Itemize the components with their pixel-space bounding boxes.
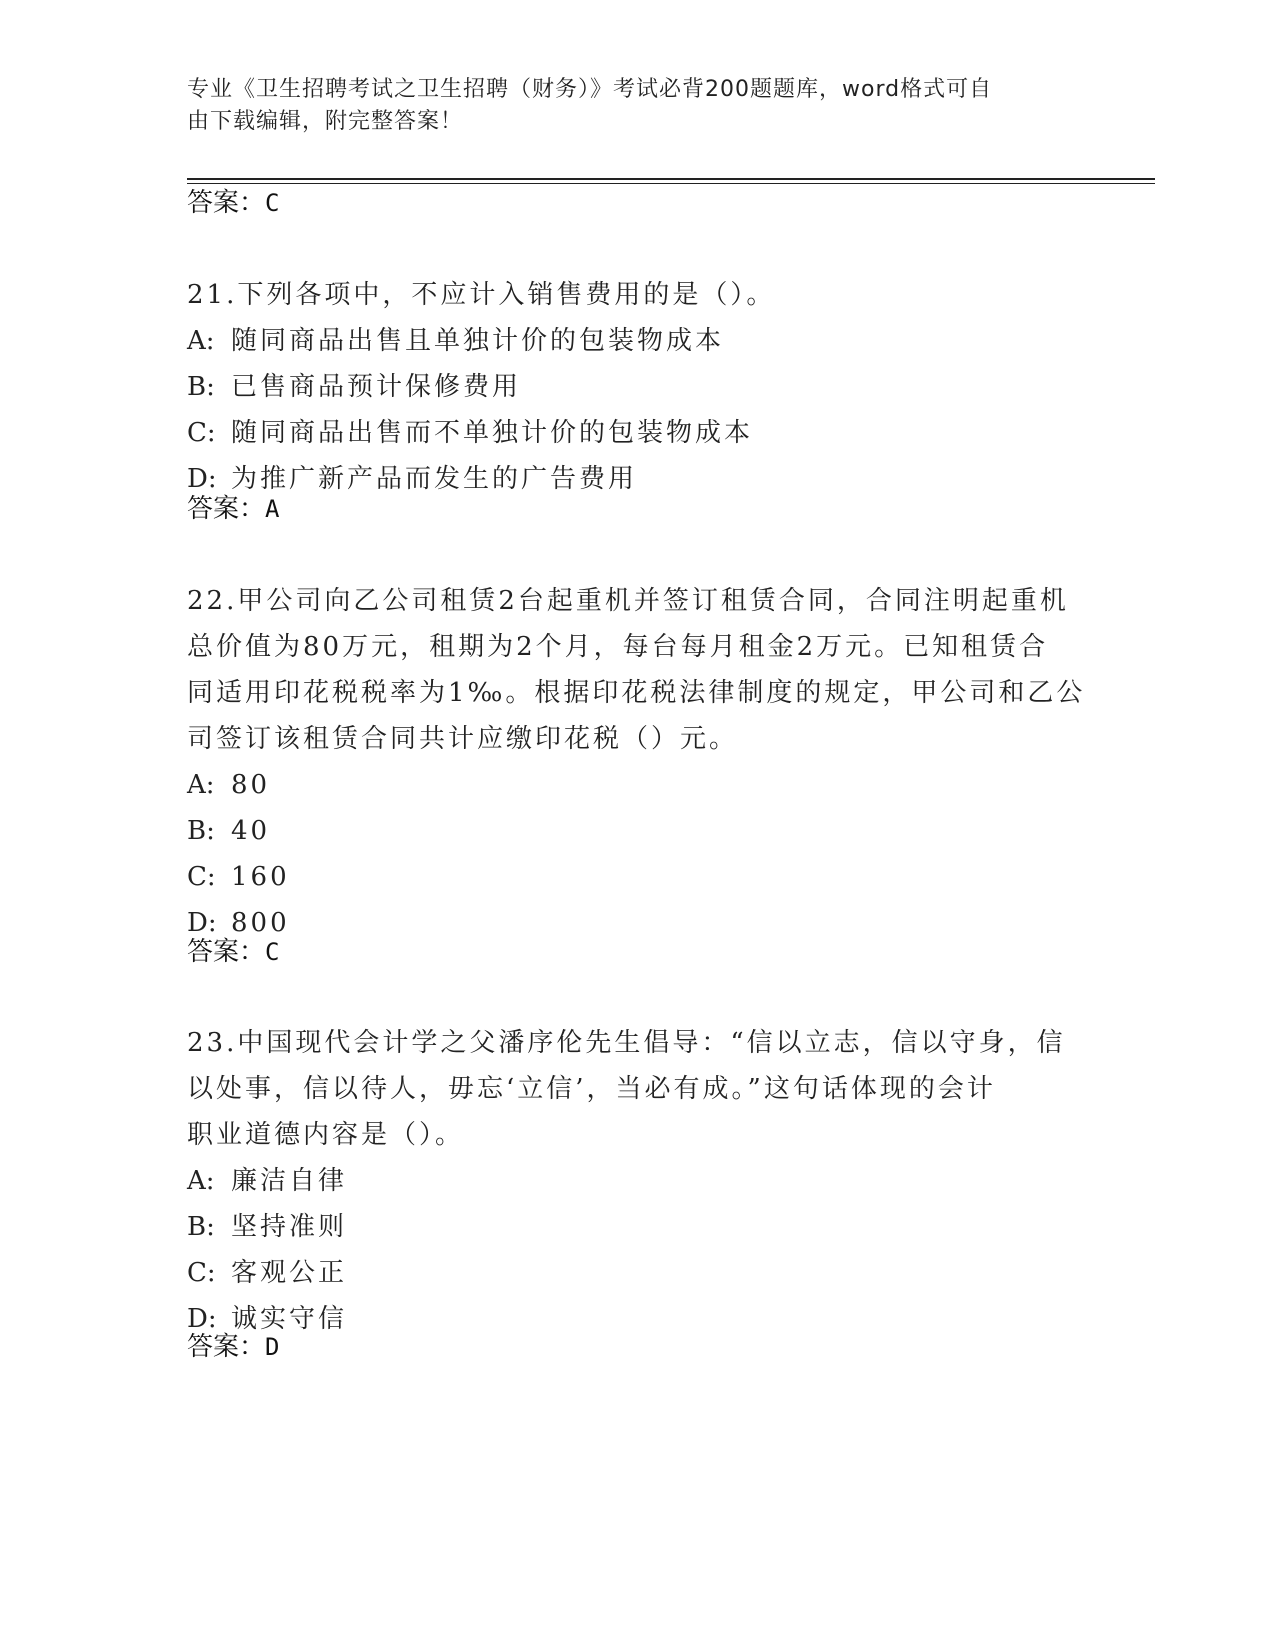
- answer-label: 答案：: [187, 937, 266, 967]
- header-divider-thick: [187, 178, 1155, 180]
- option-a: [187, 1158, 1087, 1204]
- answer-value: C: [265, 189, 280, 217]
- header-line-2: 由下载编辑，附完整答案！: [187, 109, 464, 134]
- option-key: B:: [187, 816, 215, 846]
- question-stem-line: 职业道德内容是（）。: [187, 1120, 465, 1150]
- answer-value: A: [265, 495, 280, 523]
- option-a: [187, 318, 1087, 364]
- option-c: [187, 854, 1087, 900]
- option-a: [187, 762, 1087, 808]
- option-b: [187, 808, 1087, 854]
- question-stem-line: 司签订该租赁合同共计应缴印花税（）元。: [187, 724, 739, 754]
- option-key: A:: [187, 326, 215, 356]
- answer-q21: [187, 492, 279, 526]
- question-stem-line: 22.甲公司向乙公司租赁2台起重机并签订租赁合同，合同注明起重机: [187, 586, 1069, 616]
- answer-label: 答案：: [187, 1332, 266, 1362]
- answer-label: 答案：: [187, 494, 266, 524]
- option-key: A:: [187, 770, 215, 800]
- option-key: C:: [187, 862, 216, 892]
- answer-q20: [187, 186, 279, 220]
- option-key: D:: [187, 464, 217, 494]
- option-key: C:: [187, 1258, 216, 1288]
- option-d: [187, 900, 1087, 946]
- header-line-1: 专业《卫生招聘考试之卫生招聘（财务）》考试必背200题题库，word格式可自: [187, 77, 993, 102]
- answer-value: D: [265, 1333, 280, 1361]
- option-b: [187, 364, 1087, 410]
- option-c: [187, 410, 1087, 456]
- document-header: [187, 74, 1067, 138]
- answer-q22: [187, 935, 279, 969]
- answer-value: C: [265, 938, 280, 966]
- question-21: [187, 272, 1087, 502]
- answer-q23: [187, 1330, 279, 1364]
- option-text: 80: [231, 770, 271, 800]
- header-divider-thin: [187, 183, 1155, 184]
- option-text: 随同商品出售而不单独计价的包装物成本: [231, 418, 754, 448]
- question-stem-line: 以处事，信以待人，毋忘‘立信’，当必有成。”这句话体现的会计: [187, 1074, 996, 1104]
- option-key: D:: [187, 908, 217, 938]
- answer-label: 答案：: [187, 188, 266, 218]
- option-key: C:: [187, 418, 216, 448]
- question-stem-line: 总价值为80万元，租期为2个月，每台每月租金2万元。已知租赁合: [187, 632, 1049, 662]
- option-text: 客观公正: [231, 1258, 348, 1288]
- question-23: [187, 1020, 1087, 1342]
- option-key: A:: [187, 1166, 215, 1196]
- option-text: 800: [231, 908, 290, 938]
- option-key: B:: [187, 372, 215, 402]
- option-text: 坚持准则: [231, 1212, 348, 1242]
- option-text: 随同商品出售且单独计价的包装物成本: [231, 326, 725, 356]
- option-d: [187, 456, 1087, 502]
- option-c: [187, 1250, 1087, 1296]
- option-text: 160: [231, 862, 290, 892]
- option-text: 廉洁自律: [231, 1166, 348, 1196]
- question-stem-line: 同适用印花税税率为1‰。根据印花税法律制度的规定，甲公司和乙公: [187, 678, 1086, 708]
- option-text: 已售商品预计保修费用: [231, 372, 522, 402]
- option-key: B:: [187, 1212, 215, 1242]
- question-stem-line: 23.中国现代会计学之父潘序伦先生倡导：“信以立志，信以守身，信: [187, 1028, 1066, 1058]
- question-22: [187, 578, 1087, 946]
- option-text: 40: [231, 816, 271, 846]
- option-d: [187, 1296, 1087, 1342]
- option-key: D:: [187, 1304, 217, 1334]
- option-text: 为推广新产品而发生的广告费用: [231, 464, 638, 494]
- option-text: 诚实守信: [231, 1304, 348, 1334]
- option-b: [187, 1204, 1087, 1250]
- question-stem-line: 21.下列各项中，不应计入销售费用的是（）。: [187, 280, 776, 310]
